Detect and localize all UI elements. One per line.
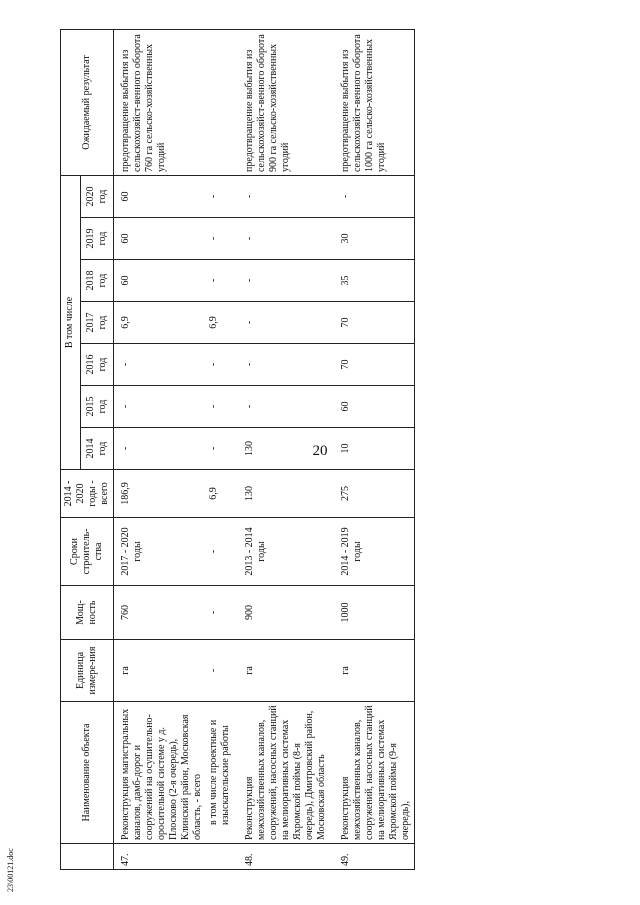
row-total: 186,9 [114, 470, 207, 518]
header-year: 2016 год [80, 344, 113, 386]
row-result: предотвращение выбытия из сельскохозяйст-венного оборота 1000 га сельско-хозяйственных угодий [330, 30, 415, 176]
row-unit: га [330, 640, 415, 702]
data-table [60, 29, 415, 870]
row-period: - [206, 518, 234, 586]
row-object-name: в том числе проектные и изыскательские работы [206, 702, 234, 844]
row-object-name: Реконструкция межхозяйственных каналов, сооружений, насосных станций на мелиоративных системах Яхромской поймы (9-я очередь), [330, 702, 415, 844]
row-unit: - [206, 640, 234, 702]
header-year: 2020 год [80, 176, 113, 218]
row-year-value: 70 [330, 344, 415, 386]
row-capacity: - [206, 586, 234, 640]
row-year-value: - [206, 344, 234, 386]
table-row-48 [234, 30, 330, 870]
row-year-value: 60 [114, 260, 207, 302]
header-num [61, 844, 114, 870]
row-year-value: 60 [114, 176, 207, 218]
row-period: 2013 - 2014 годы [234, 518, 330, 586]
row-period: 2014 - 2019 годы [330, 518, 415, 586]
header-year: 2018 год [80, 260, 113, 302]
row-year-value: 60 [330, 386, 415, 428]
row-year-value: - [234, 344, 330, 386]
header-result: Ожидаемый результат [61, 30, 114, 176]
row-num: 47. [114, 844, 207, 870]
row-period: 2017 - 2020 годы [114, 518, 207, 586]
row-year-value: - [206, 386, 234, 428]
row-year-value: 60 [114, 218, 207, 260]
header-including: В том числе [61, 176, 81, 470]
table-row-47-sub [206, 30, 234, 870]
row-year-value: - [206, 176, 234, 218]
row-year-value: - [234, 386, 330, 428]
row-num [206, 844, 234, 870]
row-unit: га [234, 640, 330, 702]
row-year-value: - [114, 428, 207, 470]
data-table-frame [60, 30, 624, 870]
row-year-value: 6,9 [206, 302, 234, 344]
row-unit: га [114, 640, 207, 702]
header-period: Сроки строитель-ства [61, 518, 114, 586]
row-year-value: 10 [330, 428, 415, 470]
row-year-value: - [114, 344, 207, 386]
header-year: 2015 год [80, 386, 113, 428]
row-year-value: 30 [330, 218, 415, 260]
row-num: 48. [234, 844, 330, 870]
row-year-value: 70 [330, 302, 415, 344]
footer-filename: 23\00121.doc [6, 848, 15, 892]
row-year-value: - [234, 260, 330, 302]
row-year-value: - [330, 176, 415, 218]
header-unit: Единица измере-ния [61, 640, 114, 702]
row-year-value: 6,9 [114, 302, 207, 344]
row-capacity: 900 [234, 586, 330, 640]
row-object-name: Реконструкция магистральных каналов, дамб-дорог и сооружений на осушительно-оросительной системе у д. Плосково (2-я очередь), Клинский район, Московская область, - всего [114, 702, 207, 844]
row-capacity: 1000 [330, 586, 415, 640]
page-number: 20 [312, 443, 328, 459]
row-year-value: 35 [330, 260, 415, 302]
header-capacity: Мощ-ность [61, 586, 114, 640]
row-total: 6,9 [206, 470, 234, 518]
header-year: 2019 год [80, 218, 113, 260]
row-capacity: 760 [114, 586, 207, 640]
row-num: 49. [330, 844, 415, 870]
row-year-value: - [234, 176, 330, 218]
table-row-49 [330, 30, 415, 870]
table-row-47 [114, 30, 207, 870]
row-result: предотвращение выбытия из сельскохозяйст-венного оборота 760 га сельско-хозяйственных угодий [114, 30, 207, 176]
row-object-name: Реконструкция межхозяйственных каналов, сооружений, насосных станций на мелиоративных системах Яхромской поймы (8-я очередь), Дмитровский район, Московская область [234, 702, 330, 844]
row-total: 130 [234, 470, 330, 518]
header-total: 2014 - 2020 годы - всего [61, 470, 114, 518]
row-result: предотвращение выбытия из сельскохозяйст-венного оборота 900 га сельско-хозяйственных угодий [234, 30, 330, 176]
row-year-value: - [234, 218, 330, 260]
row-year-value: 130 [234, 428, 330, 470]
header-name: Наименование объекта [61, 702, 114, 844]
row-year-value: - [206, 260, 234, 302]
row-year-value: - [234, 302, 330, 344]
header-year: 2017 год [80, 302, 113, 344]
row-total: 275 [330, 470, 415, 518]
row-year-value: - [206, 218, 234, 260]
row-year-value: - [206, 428, 234, 470]
row-result [206, 30, 234, 176]
row-year-value: - [114, 386, 207, 428]
header-year: 2014 год [80, 428, 113, 470]
